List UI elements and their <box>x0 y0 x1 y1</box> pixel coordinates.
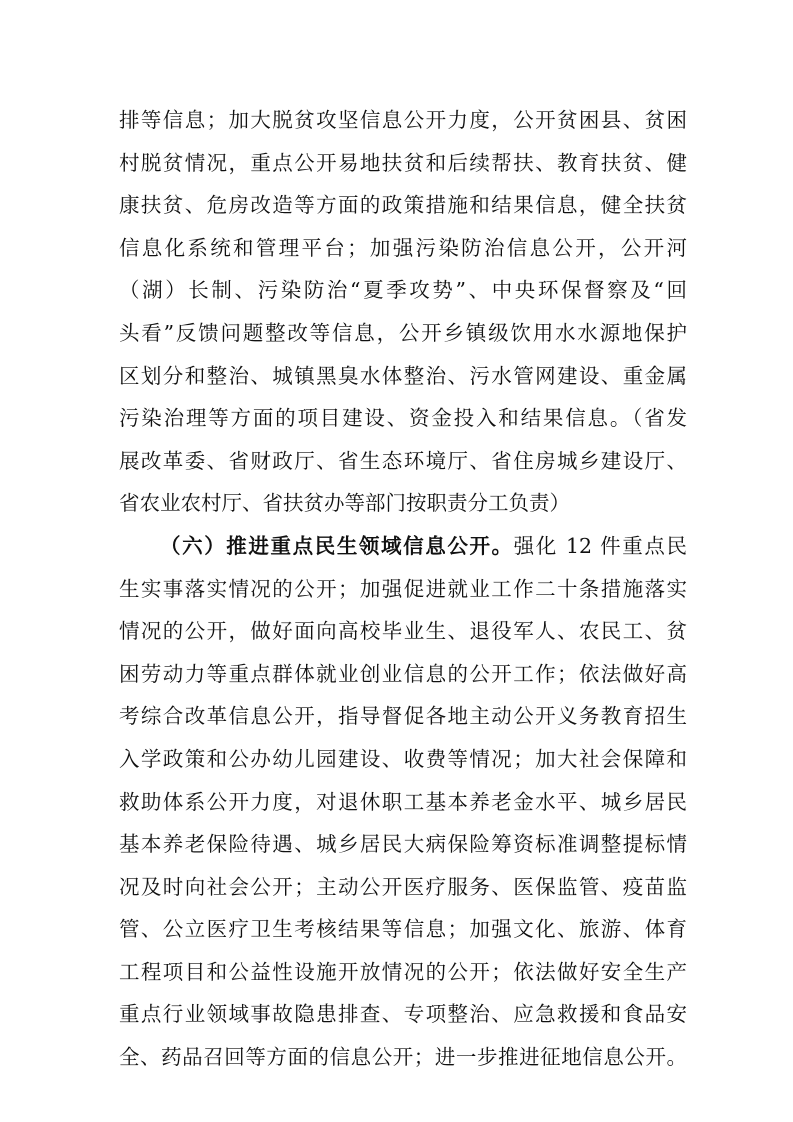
text-line: 头看”反馈问题整改等信息，公开乡镇级饮用水水源地保护 <box>119 320 687 345</box>
document-body <box>119 99 687 1079</box>
text-line: 入学政策和公办幼儿园建设、收费等情况；加大社会保障和 <box>119 746 687 771</box>
text-line: 区划分和整治、城镇黑臭水体整治、污水管网建设、重金属 <box>119 363 687 388</box>
text-line: 村脱贫情况，重点公开易地扶贫和后续帮扶、教育扶贫、健 <box>119 150 687 175</box>
text-line: 污染治理等方面的项目建设、资金投入和结果信息。（省发 <box>119 406 687 431</box>
text-line: 况及时向社会公开；主动公开医疗服务、医保监管、疫苗监 <box>119 874 687 899</box>
text-line: 困劳动力等重点群体就业创业信息的公开工作；依法做好高 <box>119 661 687 686</box>
text-line: 信息化系统和管理平台；加强污染防治信息公开，公开河 <box>119 235 687 260</box>
text-line: 救助体系公开力度，对退休职工基本养老金水平、城乡居民 <box>119 789 687 814</box>
text-line: 情况的公开，做好面向高校毕业生、退役军人、农民工、贫 <box>119 619 687 644</box>
text-line: 重点行业领域事故隐患排查、专项整治、应急救援和食品安 <box>119 1002 687 1027</box>
text-fragment: 强化 12 件重点民 <box>513 533 687 558</box>
text-line: （湖）长制、污染防治“夏季攻势”、中央环保督察及“回 <box>119 278 687 303</box>
text-line: 排等信息；加大脱贫攻坚信息公开力度，公开贫困县、贫困 <box>119 108 687 132</box>
text-line: 考综合改革信息公开，指导督促各地主动公开义务教育招生 <box>119 704 687 729</box>
text-line: 管、公立医疗卫生考核结果等信息；加强文化、旅游、体育 <box>119 917 687 942</box>
text-line: 展改革委、省财政厅、省生态环境厅、省住房城乡建设厅、 <box>119 448 687 473</box>
text-line: 基本养老保险待遇、城乡居民大病保险筹资标准调整提标情 <box>119 832 687 857</box>
text-line: 省农业农村厅、省扶贫办等部门按职责分工负责） <box>119 491 570 516</box>
text-line: 康扶贫、危房改造等方面的政策措施和结果信息，健全扶贫 <box>119 193 687 218</box>
section-heading: （六）推进重点民生领域信息公开。 <box>160 533 514 558</box>
text-line: 生实事落实情况的公开；加强促进就业工作二十条措施落实 <box>119 576 687 601</box>
paragraph-6-first-line <box>119 525 687 568</box>
text-line: 工程项目和公益性设施开放情况的公开；依法做好安全生产 <box>119 959 687 984</box>
text-line: 全、药品召回等方面的信息公开；进一步推进征地信息公开。 <box>119 1045 687 1070</box>
